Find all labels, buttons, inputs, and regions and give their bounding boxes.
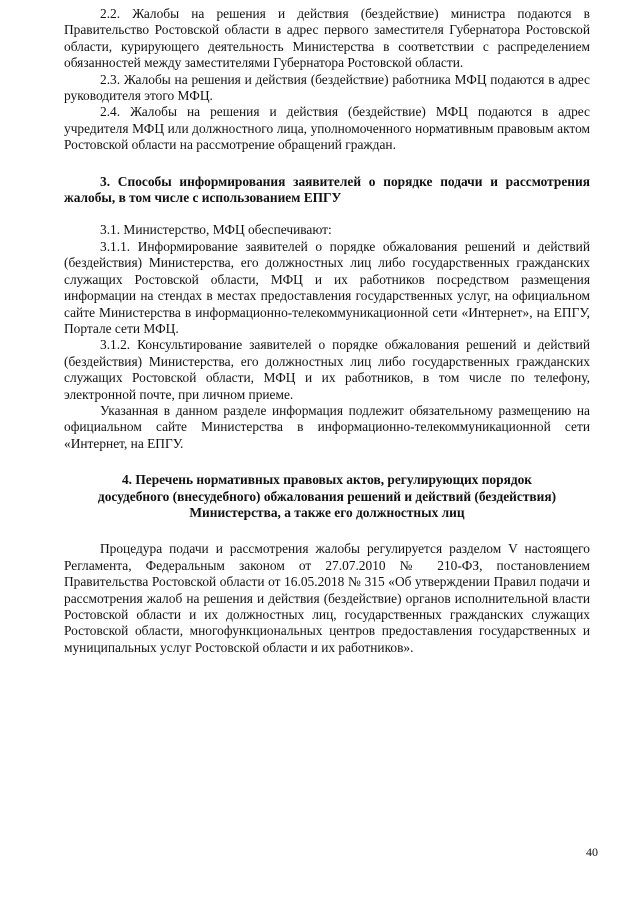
paragraph-2-3: 2.3. Жалобы на решения и действия (бездействие) работника МФЦ подаются в адрес руководителя этого МФЦ. bbox=[64, 71, 590, 104]
section-4-heading-line-3: Министерства, а также его должностных лиц bbox=[189, 504, 465, 520]
paragraph-3-1-1: 3.1.1. Информирование заявителей о порядке обжалования решений и действий (бездействия) Министерства, его должностных лиц либо государственных гражданских служащих Ростовской области, МФЦ и их работников посредством размещения информации на стендах в местах предоставления государственных услуг, на официальном сайте Министерства в информационно-телекоммуникационной сети «Интернет», на ЕПГУ, Портале сети МФЦ. bbox=[64, 238, 590, 336]
page-number: 40 bbox=[586, 845, 598, 859]
section-3-heading: 3. Способы информирования заявителей о порядке подачи и рассмотрения жалобы, в том числе с использованием ЕПГУ bbox=[64, 173, 590, 206]
section-4-heading-line-1: 4. Перечень нормативных правовых актов, регулирующих порядок bbox=[121, 472, 532, 488]
section-4-heading bbox=[64, 472, 590, 521]
paragraph-3-1-2: 3.1.2. Консультирование заявителей о порядке обжалования решений и действий (бездействия) Министерства, его должностных лиц либо государственных гражданских служащих Ростовской области, МФЦ и их работников, в том числе по телефону, электронной почте, при личном приеме. bbox=[64, 337, 590, 402]
paragraph-2-2: 2.2. Жалобы на решения и действия (бездействие) министра подаются в Правительство Ростовской области в адрес первого заместителя Губернатора Ростовской области, курирующего деятельность Министерства в соответствии с распределением обязанностей между заместителями Губернатора Ростовской области. bbox=[64, 6, 590, 71]
section-4-heading-line-2: досудебного (внесудебного) обжалования решений и действий (бездействия) bbox=[97, 488, 557, 504]
paragraph-procedure: Процедура подачи и рассмотрения жалобы регулируется разделом V настоящего Регламента, Федеральным законом от 27.07.2010 № 210-ФЗ, постановлением Правительства Ростовской области от 16.05.2018 № 315 «Об утверждении Правил подачи и рассмотрения жалоб на решения и действия (бездействие) органов исполнительной власти Ростовской области и их должностных лиц, государственных гражданских служащих Ростовской области, многофункциональных центров предоставления государственных и муниципальных услуг Ростовской области и их работников». bbox=[64, 541, 590, 655]
paragraph-info-placement: Указанная в данном разделе информация подлежит обязательному размещению на официальном сайте Министерства в информационно-телекоммуникационной сети «Интернет, на ЕПГУ. bbox=[64, 402, 590, 451]
paragraph-2-4: 2.4. Жалобы на решения и действия (бездействие) МФЦ подаются в адрес учредителя МФЦ или должностного лица, уполномоченного нормативным правовым актом Ростовской области на рассмотрение обращений граждан. bbox=[64, 104, 590, 153]
paragraph-3-1: 3.1. Министерство, МФЦ обеспечивают: bbox=[100, 222, 332, 238]
